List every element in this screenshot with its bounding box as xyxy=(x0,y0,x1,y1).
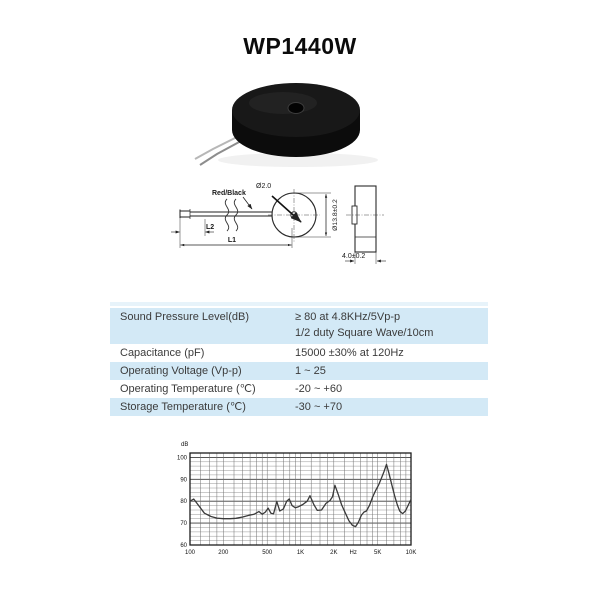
x-tick-label: 10K xyxy=(405,550,417,556)
x-tick-label: 100 xyxy=(184,550,196,556)
table-row xyxy=(110,344,488,362)
spec-value: ≥ 80 at 4.8KHz/5Vp-p 1/2 duty Square Wave/10cm xyxy=(295,311,434,339)
spec-label: Capacitance (pF) xyxy=(120,347,205,359)
y-tick-label: 90 xyxy=(180,477,187,484)
dimension-drawing xyxy=(170,172,410,272)
spec-label: Operating Voltage (Vp-p) xyxy=(120,365,242,377)
side-view-outline xyxy=(355,186,376,252)
table-row xyxy=(110,380,488,398)
x-tick-label: 5K xyxy=(374,550,382,556)
spec-value: 15000 ±30% at 120Hz xyxy=(295,347,404,359)
thickness-label: 4.0±0.2 xyxy=(342,253,366,260)
spec-value: 1 ~ 25 xyxy=(295,365,326,377)
x-tick-label: 1K xyxy=(296,550,305,556)
strip-length-label: L2 xyxy=(206,224,215,231)
y-tick-label: 70 xyxy=(180,521,187,528)
body-diameter-label: Ø13.8±0.2 xyxy=(332,199,339,231)
table-row xyxy=(110,308,488,344)
table-row xyxy=(110,398,488,416)
spec-value: -20 ~ +60 xyxy=(295,383,343,395)
y-tick-label: 60 xyxy=(180,543,187,549)
break-symbol-2 xyxy=(234,199,237,231)
frequency-response-chart xyxy=(174,437,422,563)
spec-label: Operating Temperature (℃) xyxy=(120,383,256,395)
table-row xyxy=(110,362,488,380)
lead-length-label: L1 xyxy=(227,237,237,244)
wire-color-label: Red/Black xyxy=(212,190,246,197)
sound-hole xyxy=(288,103,304,114)
y-tick-label: 80 xyxy=(180,499,187,506)
hole-dim-leader xyxy=(272,196,301,222)
x-tick-label: 2K xyxy=(330,550,338,556)
buzzer-top-highlight xyxy=(249,92,317,114)
spec-value: -30 ~ +70 xyxy=(295,401,343,413)
table-top-divider xyxy=(110,302,488,306)
break-symbol-1 xyxy=(225,199,228,231)
spec-label: Sound Pressure Level(dB) xyxy=(120,311,250,323)
x-tick-label: 200 xyxy=(218,550,229,556)
x-tick-label: 500 xyxy=(262,550,273,556)
spec-label: Storage Temperature (℃) xyxy=(120,401,246,413)
product-photo xyxy=(183,70,417,174)
page-title: WP1440W xyxy=(243,33,357,59)
wire-label-leader xyxy=(243,197,252,209)
spec-table xyxy=(110,308,488,416)
wire-light xyxy=(195,136,239,159)
y-axis-unit-label: dB xyxy=(181,442,189,448)
hole-dim-label: Ø2.0 xyxy=(256,183,272,190)
y-tick-label: 100 xyxy=(176,455,187,462)
x-tick-label: Hz xyxy=(349,550,357,556)
